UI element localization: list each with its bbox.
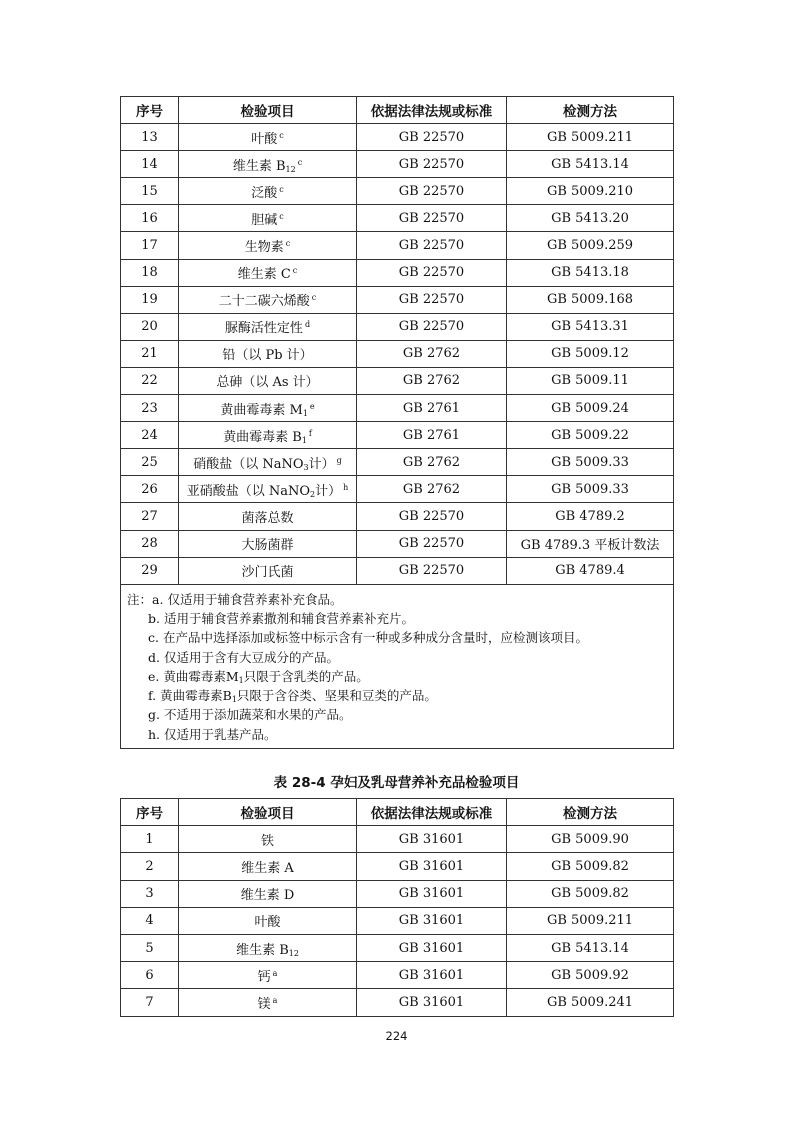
- item-footnote-mark: a: [272, 995, 278, 1005]
- serial-cell: 24: [121, 422, 179, 449]
- table-row: [121, 476, 674, 503]
- item-name: 维生素 D: [240, 888, 295, 904]
- item-footnote-mark: f: [308, 428, 312, 438]
- item-footnote-mark: c: [279, 130, 284, 140]
- note-line: [127, 590, 673, 609]
- note-text: 不适用于添加蔬菜和水果的产品。: [163, 707, 352, 723]
- method-cell: GB 5009.210: [507, 178, 674, 205]
- serial-cell: 26: [121, 476, 179, 503]
- item-name: 镁: [257, 996, 271, 1012]
- item-name: 大肠菌群: [241, 538, 294, 554]
- standard-cell: GB 22570: [357, 313, 507, 340]
- note-subscript: 1: [238, 675, 244, 685]
- method-cell: GB 5009.241: [507, 989, 674, 1016]
- serial-cell: 23: [121, 395, 179, 422]
- serial-cell: 2: [121, 853, 179, 880]
- item-name: 脲酶活性定性: [224, 321, 303, 337]
- table-row: [121, 530, 674, 557]
- method-cell: GB 5009.211: [507, 124, 674, 151]
- item-name: 生物素: [244, 240, 284, 256]
- item-cell: [179, 476, 357, 503]
- item-cell: [179, 449, 357, 476]
- serial-cell: 17: [121, 232, 179, 259]
- table-body: [121, 124, 674, 585]
- standard-cell: GB 22570: [357, 205, 507, 232]
- note-text: 黄曲霉毒素M: [163, 668, 239, 684]
- header-standard: 依据法律法规或标准: [357, 97, 507, 124]
- header-item: 检验项目: [179, 799, 357, 826]
- item-name: 维生素 B: [236, 942, 289, 958]
- method-cell: GB 4789.2: [507, 503, 674, 530]
- notes-prefix: 注：: [127, 591, 153, 607]
- header-standard: 依据法律法规或标准: [357, 799, 507, 826]
- serial-cell: 22: [121, 367, 179, 394]
- item-cell: [179, 826, 357, 853]
- method-cell: GB 5009.33: [507, 449, 674, 476]
- table-row: [121, 422, 674, 449]
- serial-cell: 25: [121, 449, 179, 476]
- standard-cell: GB 22570: [357, 530, 507, 557]
- item-cell: [179, 259, 357, 286]
- note-line: [127, 705, 673, 724]
- item-cell: [179, 124, 357, 151]
- item-subscript: 2: [310, 489, 316, 499]
- method-cell: GB 5009.82: [507, 853, 674, 880]
- item-name: 钙: [257, 969, 271, 985]
- standard-cell: GB 22570: [357, 124, 507, 151]
- table-row: [121, 205, 674, 232]
- item-cell: [179, 962, 357, 989]
- standard-cell: GB 2762: [357, 449, 507, 476]
- item-cell: [179, 286, 357, 313]
- method-cell: GB 5413.20: [507, 205, 674, 232]
- item-name: 硝酸盐（以 NaNO: [193, 456, 304, 472]
- item-footnote-mark: h: [343, 482, 349, 492]
- item-footnote-mark: c: [311, 293, 317, 303]
- method-cell: GB 5009.92: [507, 962, 674, 989]
- item-cell: [179, 557, 357, 584]
- method-cell: GB 5009.168: [507, 286, 674, 313]
- note-label: g.: [148, 707, 160, 723]
- header-serial: 序号: [121, 799, 179, 826]
- table-row: [121, 962, 674, 989]
- table-row: [121, 259, 674, 286]
- item-name: 维生素 C: [237, 267, 291, 283]
- standard-cell: GB 31601: [357, 962, 507, 989]
- table-row: [121, 449, 674, 476]
- table-row: [121, 151, 674, 178]
- table-caption: 表 28-4 孕妇及乳母营养补充品检验项目: [273, 775, 520, 791]
- note-label: b.: [148, 610, 160, 626]
- table-row: [121, 934, 674, 961]
- serial-cell: 4: [121, 907, 179, 934]
- serial-cell: 3: [121, 880, 179, 907]
- note-line: [127, 725, 673, 744]
- item-footnote-mark: c: [292, 266, 298, 276]
- item-footnote-mark: d: [304, 320, 311, 330]
- item-cell: [179, 989, 357, 1016]
- serial-cell: 5: [121, 934, 179, 961]
- standard-cell: GB 22570: [357, 151, 507, 178]
- pregnant-lactating-supplement-table: [120, 798, 674, 1017]
- serial-cell: 1: [121, 826, 179, 853]
- note-line: [127, 667, 673, 686]
- note-label: a.: [152, 591, 164, 607]
- table-row: [121, 989, 674, 1016]
- note-subscript: 1: [231, 695, 237, 705]
- note-line: [127, 648, 673, 667]
- note-label: c.: [148, 630, 159, 646]
- table-row: [121, 313, 674, 340]
- standard-cell: GB 31601: [357, 853, 507, 880]
- item-name: 亚硝酸盐（以 NaNO: [186, 483, 311, 499]
- table-row: [121, 124, 674, 151]
- serial-cell: 7: [121, 989, 179, 1016]
- table-row: [121, 340, 674, 367]
- table-row: [121, 395, 674, 422]
- item-cell: [179, 151, 357, 178]
- item-subscript: 3: [303, 462, 309, 472]
- method-cell: GB 5009.33: [507, 476, 674, 503]
- serial-cell: 29: [121, 557, 179, 584]
- table-row: [121, 286, 674, 313]
- item-subscript: 12: [285, 164, 296, 174]
- table-row: [121, 557, 674, 584]
- header-serial: 序号: [121, 97, 179, 124]
- table-notes: [121, 584, 674, 748]
- item-subscript: 1: [301, 435, 307, 445]
- table-row: [121, 826, 674, 853]
- item-footnote-mark: c: [285, 239, 291, 249]
- method-cell: GB 5009.90: [507, 826, 674, 853]
- item-cell: [179, 422, 357, 449]
- item-name: 黄曲霉毒素 B: [223, 429, 302, 445]
- note-label: h.: [148, 726, 161, 742]
- notes-row: [121, 584, 674, 748]
- item-subscript: 1: [302, 408, 308, 418]
- item-cell: [179, 395, 357, 422]
- note-line: [127, 686, 673, 705]
- method-cell: GB 5413.18: [507, 259, 674, 286]
- item-name: 黄曲霉毒素 M: [220, 402, 303, 418]
- item-footnote-mark: c: [297, 157, 303, 167]
- method-cell: GB 5009.11: [507, 367, 674, 394]
- note-label: f.: [148, 688, 157, 704]
- standard-cell: GB 22570: [357, 557, 507, 584]
- table-row: [121, 178, 674, 205]
- standard-cell: GB 2761: [357, 422, 507, 449]
- note-line: [127, 609, 673, 628]
- item-cell: [179, 853, 357, 880]
- item-name-tail: 计）: [315, 483, 342, 499]
- note-text: 仅适用于辅食营养素补充食品。: [167, 591, 343, 607]
- table-row: [121, 853, 674, 880]
- item-cell: [179, 367, 357, 394]
- item-cell: [179, 232, 357, 259]
- item-cell: [179, 313, 357, 340]
- item-name: 二十二碳六烯酸: [218, 294, 310, 310]
- item-cell: [179, 880, 357, 907]
- standard-cell: GB 22570: [357, 232, 507, 259]
- item-footnote-mark: c: [279, 184, 284, 194]
- table-row: [121, 907, 674, 934]
- item-name: 沙门氏菌: [241, 565, 294, 581]
- table-header-row: [121, 799, 674, 826]
- header-item: 检验项目: [179, 97, 357, 124]
- table-body: [121, 826, 674, 1016]
- item-footnote-mark: c: [279, 211, 284, 221]
- item-cell: [179, 530, 357, 557]
- method-cell: GB 5009.12: [507, 340, 674, 367]
- item-cell: [179, 340, 357, 367]
- item-name: 维生素 B: [232, 158, 286, 174]
- standard-cell: GB 2761: [357, 395, 507, 422]
- item-name: 叶酸: [254, 915, 281, 931]
- item-footnote-mark: g: [336, 455, 342, 465]
- table-row: [121, 232, 674, 259]
- standard-cell: GB 31601: [357, 826, 507, 853]
- note-label: d.: [148, 649, 160, 665]
- standard-cell: GB 31601: [357, 880, 507, 907]
- standard-cell: GB 2762: [357, 476, 507, 503]
- standard-cell: GB 22570: [357, 286, 507, 313]
- note-text: 仅适用于乳基产品。: [164, 726, 277, 742]
- item-name-tail: 计）: [308, 456, 335, 472]
- note-text-tail: 只限于含谷类、坚果和豆类的产品。: [236, 688, 437, 704]
- standard-cell: GB 31601: [357, 907, 507, 934]
- note-text: 仅适用于含有大豆成分的产品。: [163, 649, 339, 665]
- item-cell: [179, 907, 357, 934]
- serial-cell: 13: [121, 124, 179, 151]
- table-row: [121, 880, 674, 907]
- serial-cell: 21: [121, 340, 179, 367]
- standard-cell: GB 22570: [357, 178, 507, 205]
- item-name: 胆碱: [251, 212, 278, 228]
- serial-cell: 18: [121, 259, 179, 286]
- serial-cell: 16: [121, 205, 179, 232]
- method-cell: GB 5413.31: [507, 313, 674, 340]
- serial-cell: 19: [121, 286, 179, 313]
- note-line: [127, 628, 673, 647]
- item-name: 铅（以 Pb 计）: [222, 348, 313, 364]
- serial-cell: 20: [121, 313, 179, 340]
- standard-cell: GB 31601: [357, 989, 507, 1016]
- standard-cell: GB 22570: [357, 503, 507, 530]
- item-name: 叶酸: [251, 131, 278, 147]
- standard-cell: GB 2762: [357, 367, 507, 394]
- item-name: 菌落总数: [241, 510, 294, 526]
- item-footnote-mark: e: [309, 401, 315, 411]
- serial-cell: 6: [121, 962, 179, 989]
- item-name: 维生素 A: [241, 860, 294, 876]
- method-cell: GB 5009.259: [507, 232, 674, 259]
- method-cell: GB 5009.24: [507, 395, 674, 422]
- item-name: 铁: [260, 833, 274, 849]
- serial-cell: 14: [121, 151, 179, 178]
- note-text: 在产品中选择添加或标签中标示含有一种或多种成分含量时，应检测该项目。: [162, 630, 588, 646]
- serial-cell: 15: [121, 178, 179, 205]
- note-label: e.: [148, 668, 160, 684]
- note-text-tail: 只限于含乳类的产品。: [243, 668, 369, 684]
- item-subscript: 12: [288, 948, 299, 958]
- standard-cell: GB 2762: [357, 340, 507, 367]
- standard-cell: GB 31601: [357, 934, 507, 961]
- item-footnote-mark: a: [272, 968, 278, 978]
- method-cell: GB 5009.82: [507, 880, 674, 907]
- method-cell: GB 5009.211: [507, 907, 674, 934]
- header-method: 检测方法: [507, 97, 674, 124]
- note-text: 适用于辅食营养素撒剂和辅食营养素补充片。: [163, 610, 414, 626]
- item-cell: [179, 178, 357, 205]
- method-cell: GB 4789.3 平板计数法: [507, 530, 674, 557]
- item-cell: [179, 503, 357, 530]
- header-method: 检测方法: [507, 799, 674, 826]
- table-row: [121, 503, 674, 530]
- item-name: 泛酸: [251, 185, 278, 201]
- method-cell: GB 4789.4: [507, 557, 674, 584]
- table-row: [121, 367, 674, 394]
- method-cell: GB 5413.14: [507, 151, 674, 178]
- item-cell: [179, 205, 357, 232]
- method-cell: GB 5413.14: [507, 934, 674, 961]
- serial-cell: 27: [121, 503, 179, 530]
- serial-cell: 28: [121, 530, 179, 557]
- page-number: 224: [385, 1029, 408, 1043]
- item-name: 总砷（以 As 计）: [216, 375, 319, 391]
- standard-cell: GB 22570: [357, 259, 507, 286]
- table-header-row: [121, 97, 674, 124]
- method-cell: GB 5009.22: [507, 422, 674, 449]
- inspection-table-continued: [120, 96, 674, 749]
- note-text: 黄曲霉毒素B: [160, 688, 232, 704]
- item-cell: [179, 934, 357, 961]
